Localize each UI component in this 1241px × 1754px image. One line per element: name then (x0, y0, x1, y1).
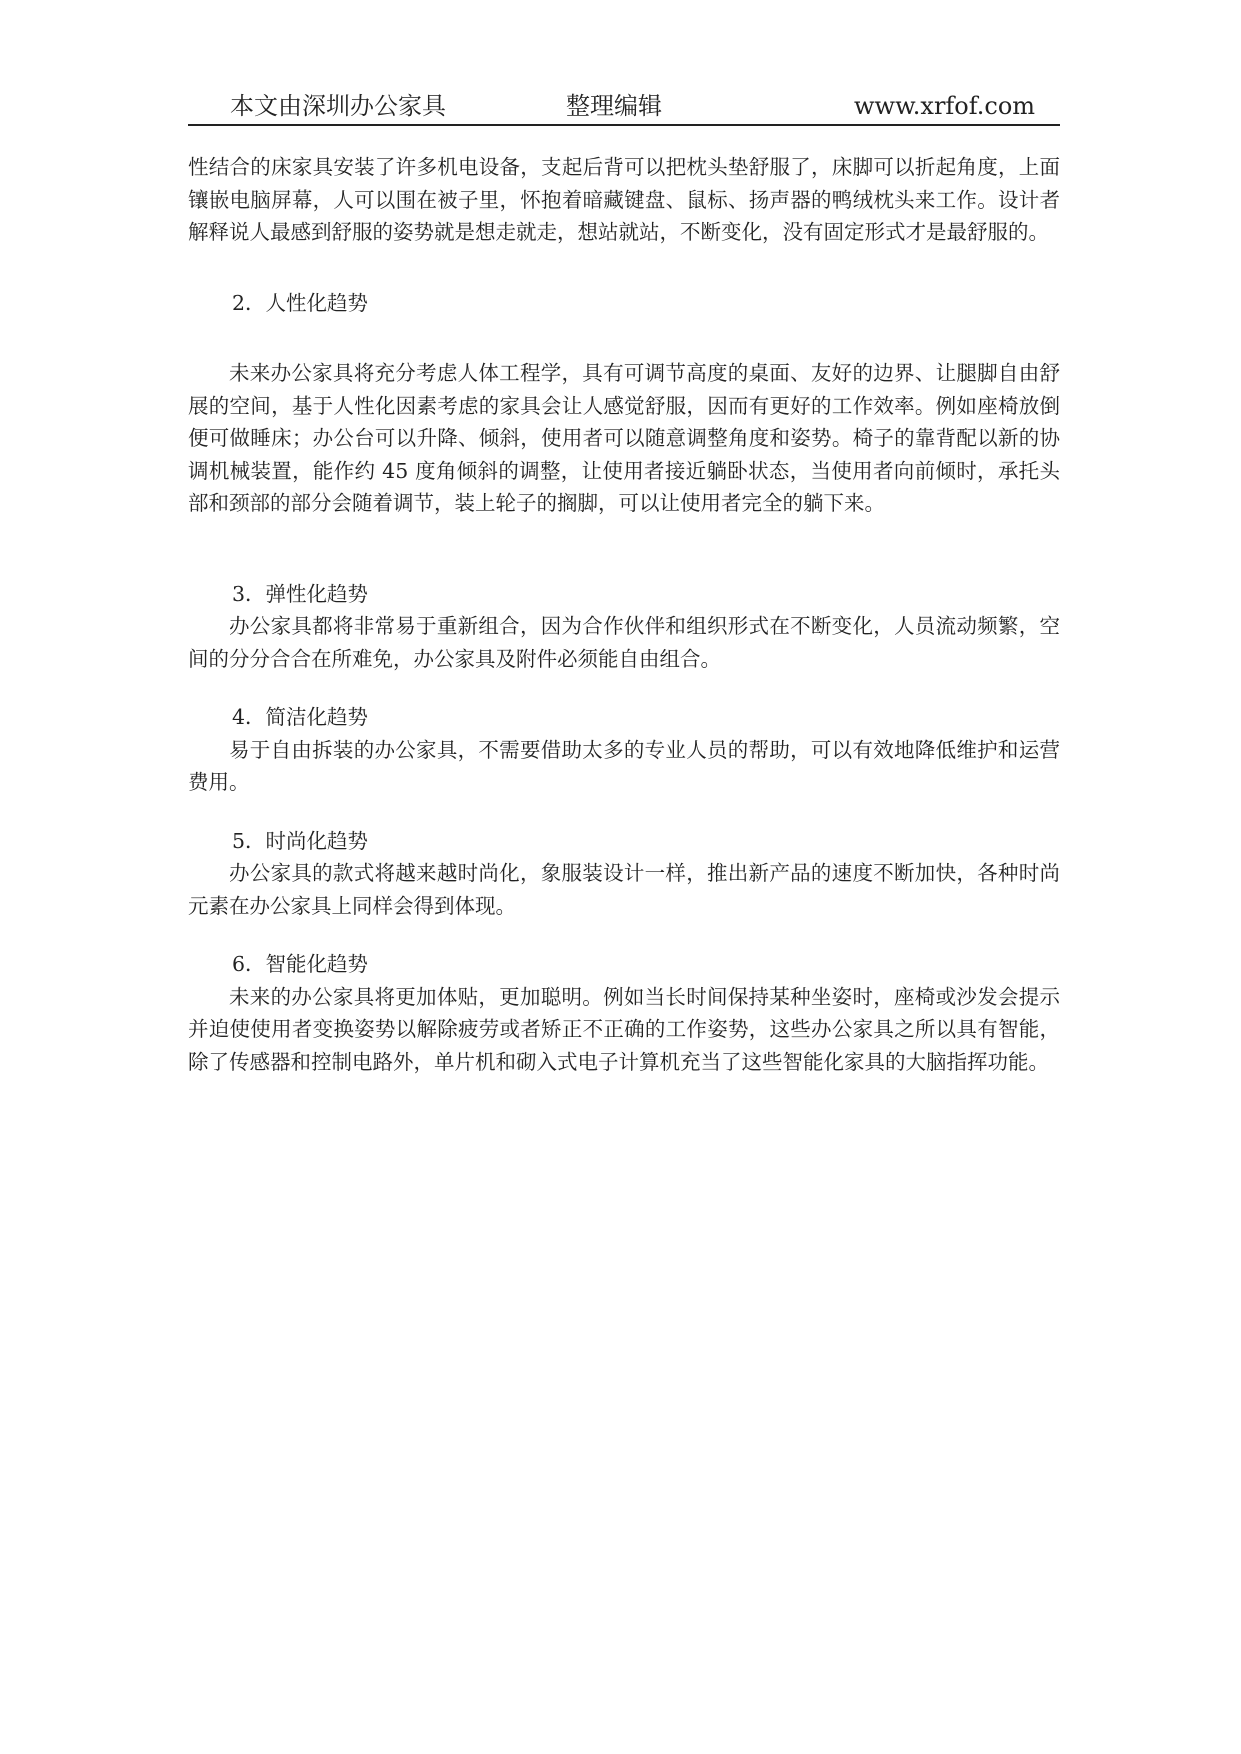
header-source: 本文由深圳办公家具 (230, 92, 446, 120)
section-heading-simplicity: 4．简洁化趋势 (232, 705, 369, 729)
section-body-intelligence: 未来的办公家具将更加体贴，更加聪明。例如当长时间保持某种坐姿时，座椅或沙发会提示并迫使使用者变换姿势以解除疲劳或者矫正不正确的工作姿势，这些办公家具之所以具有智能，除了传感器和控制电路外，单片机和砌入式电子计算机充当了这些智能化家具的大脑指挥功能。 (188, 984, 1060, 1074)
header-website: www.xrfof.com (854, 92, 1036, 120)
section-heading-fashion: 5．时尚化趋势 (232, 828, 369, 853)
section-body-humanization: 未来办公家具将充分考虑人体工程学，具有可调节高度的桌面、友好的边界、让腿脚自由舒展的空间，基于人性化因素考虑的家具会让人感觉舒服，因而有更好的工作效率。例如座椅放倒便可做睡床；办公台可以升降、倾斜，使用者可以随意调整角度和姿势。椅子的靠背配以新的协调机械装置，能作约 45 度角倾斜的调整，让使用者接近躺卧状态，当使用者向前倾时，承托头部和颈部的部分会随着调节，装上轮子的搁脚，可以让使用者完全的躺下来。 (188, 361, 1060, 515)
page-header (188, 88, 1060, 126)
section-heading-intelligence: 6．智能化趋势 (232, 952, 369, 976)
intro-paragraph: 性结合的床家具安装了许多机电设备，支起后背可以把枕头垫舒服了，床脚可以折起角度，上面镶嵌电脑屏幕，人可以围在被子里，怀抱着暗藏键盘、鼠标、扬声器的鸭绒枕头来工作。设计者解释说人最感到舒服的姿势就是想走就走，想站就站，不断变化，没有固定形式才是最舒服的。 (188, 155, 1060, 244)
header-edit-note: 整理编辑 (566, 92, 662, 120)
section-body-flexibility: 办公家具都将非常易于重新组合，因为合作伙伴和组织形式在不断变化，人员流动频繁，空间的分分合合在所难免，办公家具及附件必须能自由组合。 (188, 614, 1060, 671)
section-body-fashion: 办公家具的款式将越来越时尚化，象服装设计一样，推出新产品的速度不断加快，各种时尚元素在办公家具上同样会得到体现。 (188, 861, 1060, 918)
section-body-simplicity: 易于自由拆装的办公家具，不需要借助太多的专业人员的帮助，可以有效地降低维护和运营费用。 (188, 737, 1060, 794)
document-body (188, 151, 1060, 1078)
section-heading-flexibility: 3．弹性化趋势 (232, 581, 369, 606)
section-heading-humanization: 2．人性化趋势 (232, 290, 369, 315)
